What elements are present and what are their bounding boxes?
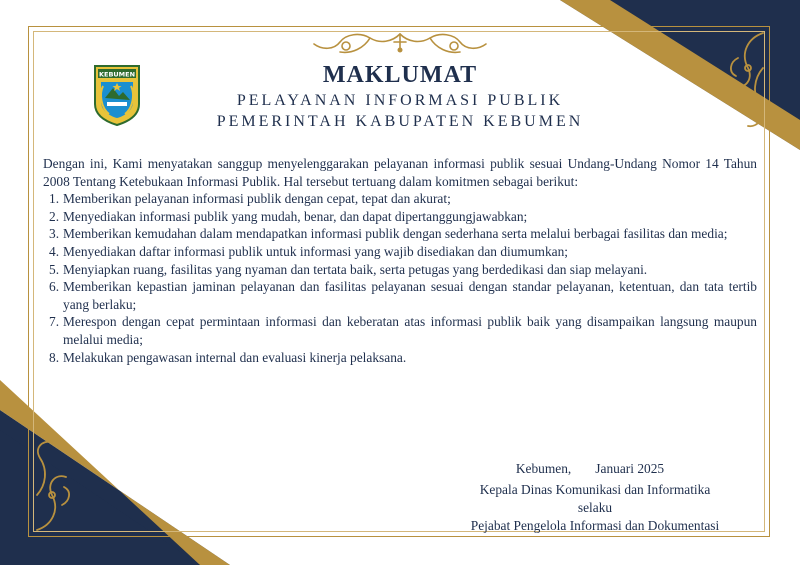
list-item: 4. Menyediakan daftar informasi publik untuk informasi yang wajib disediakan dan diumumkan; [49, 243, 569, 259]
list-item: 2. Menyediakan informasi publik yang mudah, benar, dan dapat dipertanggungjawabkan; [49, 208, 528, 224]
signature-place: Kebumen, [515, 461, 572, 476]
top-flourish-ornament [300, 28, 500, 62]
signature-role-1: Kepala Dinas Komunikasi dan Informatika [479, 482, 711, 497]
corner-ornament-bottom-left [32, 440, 82, 536]
signature-role-2: selaku [577, 499, 613, 515]
list-item: 8. Melakukan pengawasan internal dan evaluasi kinerja pelaksana. [49, 349, 407, 365]
list-item: 7. Merespon dengan cepat permintaan informasi dan keberatan atas informasi publik baik yang disampaikan langsung maupun melalui media; [49, 314, 757, 347]
svg-text:KEBUMEN: KEBUMEN [98, 70, 136, 79]
list-item: 3. Memberikan kemudahan dalam mendapatkan informasi publik dengan sederhana serta melalui berbagai fasilitas dan media; [49, 226, 728, 242]
signature-date-line [470, 461, 710, 477]
page-subtitle-government: PEMERINTAH KABUPATEN KEBUMEN [216, 113, 584, 130]
page-title: MAKLUMAT [322, 62, 478, 88]
list-item: 5. Menyiapkan ruang, fasilitas yang nyaman dan tertata baik, serta petugas yang berdedikasi dan siap melayani. [49, 261, 648, 277]
signature-block [430, 481, 760, 534]
list-item: 1. Memberikan pelayanan informasi publik dengan cepat, tepat dan akurat; [49, 191, 451, 207]
list-item: 6. Memberikan kepastian jaminan pelayanan dan fasilitas pelayanan sesuai dengan standar pelayanan, ketentuan, dan tata tertib yang berlaku; [49, 279, 757, 312]
page-subtitle-service: PELAYANAN INFORMASI PUBLIK [236, 92, 564, 109]
signature-role-3: Pejabat Pengelola Informasi dan Dokumentasi [470, 517, 720, 533]
intro-paragraph: Dengan ini, Kami menyatakan sanggup menyelenggarakan pelayanan informasi publik sesuai Undang-Undang Nomor 14 Tahun 2008 Tentang Ketebukaan Informasi Publik. Hal tersebut tertuang dalam komitmen sebagai berikut: [43, 156, 757, 189]
signature-date: Januari 2025 [595, 461, 665, 476]
commitment-list [43, 190, 757, 366]
declaration-body [43, 155, 757, 366]
